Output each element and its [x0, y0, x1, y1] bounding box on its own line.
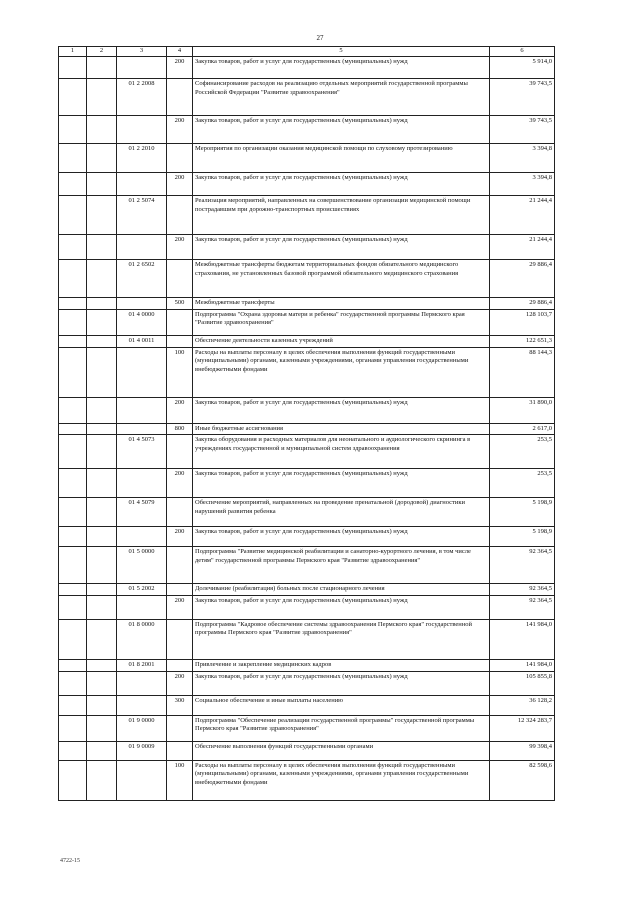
header-cell: 5: [193, 47, 490, 57]
section-code-cell: [59, 79, 87, 116]
section-code-cell: [59, 527, 87, 547]
amount-cell: 39 743,5: [490, 79, 555, 116]
target-article-cell: [117, 116, 167, 144]
expense-type-cell: 200: [167, 57, 193, 79]
table-row: [59, 659, 555, 671]
description-cell: Расходы на выплаты персоналу в целях обеспечения выполнения функций государственными (муниципальными) органами, казенными учреждениями, органами управления государственными внебюджетными фондами: [193, 347, 490, 397]
amount-cell: 31 890,0: [490, 397, 555, 423]
description-cell: Обеспечение мероприятий, направленных на проведение пренатальной (дородовой) диагностики нарушений развития ребенка: [193, 498, 490, 527]
page-number: 27: [316, 34, 324, 42]
amount-cell: 5 198,9: [490, 527, 555, 547]
amount-cell: 128 103,7: [490, 309, 555, 335]
target-article-cell: 01 9 0000: [117, 715, 167, 741]
description-cell: Подпрограмма "Обеспечение реализации государственной программы" государственной программы Пермского края "Развитие здравоохранения": [193, 715, 490, 741]
table-row: [59, 79, 555, 116]
target-article-cell: 01 4 5079: [117, 498, 167, 527]
expense-type-cell: [167, 335, 193, 347]
section-code-cell: [59, 671, 87, 695]
table-row: [59, 423, 555, 435]
target-article-cell: 01 4 0000: [117, 309, 167, 335]
section-code-cell: [59, 760, 87, 800]
subsection-code-cell: [87, 144, 117, 173]
header-cell: 6: [490, 47, 555, 57]
amount-cell: 29 886,4: [490, 298, 555, 310]
subsection-code-cell: [87, 469, 117, 498]
table-row: [59, 144, 555, 173]
amount-cell: 21 244,4: [490, 196, 555, 235]
section-code-cell: [59, 423, 87, 435]
expense-type-cell: 200: [167, 235, 193, 260]
table-row: [59, 260, 555, 298]
subsection-code-cell: [87, 741, 117, 760]
section-code-cell: [59, 715, 87, 741]
description-cell: Мероприятия по организации оказания медицинской помощи по слуховому протезированию: [193, 144, 490, 173]
target-article-cell: [117, 173, 167, 196]
description-cell: Долечивание (реабилитация) больных после стационарного лечения: [193, 584, 490, 596]
expense-type-cell: [167, 144, 193, 173]
section-code-cell: [59, 619, 87, 659]
description-cell: Иные бюджетные ассигнования: [193, 423, 490, 435]
target-article-cell: [117, 469, 167, 498]
amount-cell: 141 984,0: [490, 619, 555, 659]
expense-type-cell: 200: [167, 527, 193, 547]
expense-type-cell: 300: [167, 695, 193, 715]
amount-cell: 36 128,2: [490, 695, 555, 715]
description-cell: Закупка товаров, работ и услуг для государственных (муниципальных) нужд: [193, 397, 490, 423]
subsection-code-cell: [87, 760, 117, 800]
table-row: [59, 619, 555, 659]
expense-type-cell: 500: [167, 298, 193, 310]
expense-type-cell: 200: [167, 397, 193, 423]
target-article-cell: [117, 695, 167, 715]
section-code-cell: [59, 659, 87, 671]
target-article-cell: 01 8 0000: [117, 619, 167, 659]
expense-type-cell: [167, 196, 193, 235]
expense-type-cell: 100: [167, 760, 193, 800]
expense-type-cell: 800: [167, 423, 193, 435]
table-row: [59, 435, 555, 469]
description-cell: Закупка товаров, работ и услуг для государственных (муниципальных) нужд: [193, 595, 490, 619]
expense-type-cell: [167, 309, 193, 335]
description-cell: Закупка товаров, работ и услуг для государственных (муниципальных) нужд: [193, 469, 490, 498]
target-article-cell: [117, 347, 167, 397]
target-article-cell: [117, 57, 167, 79]
header-cell: 2: [87, 47, 117, 57]
section-code-cell: [59, 584, 87, 596]
expense-type-cell: [167, 741, 193, 760]
description-cell: Обеспечение выполнения функций государственными органами: [193, 741, 490, 760]
subsection-code-cell: [87, 423, 117, 435]
expense-type-cell: [167, 79, 193, 116]
subsection-code-cell: [87, 347, 117, 397]
table-row: [59, 527, 555, 547]
footer-code: 4722-15: [60, 858, 80, 864]
amount-cell: 3 394,8: [490, 173, 555, 196]
section-code-cell: [59, 397, 87, 423]
target-article-cell: 01 4 5073: [117, 435, 167, 469]
amount-cell: 39 743,5: [490, 116, 555, 144]
subsection-code-cell: [87, 235, 117, 260]
description-cell: Подпрограмма "Кадровое обеспечение системы здравоохранения Пермского края" государственной программы Пермского края "Развитие здравоохранения": [193, 619, 490, 659]
section-code-cell: [59, 595, 87, 619]
expense-type-cell: 200: [167, 116, 193, 144]
table-row: [59, 173, 555, 196]
target-article-cell: [117, 397, 167, 423]
table-row: [59, 397, 555, 423]
description-cell: Подпрограмма "Развитие медицинской реабилитации и санаторно-курортного лечения, в том числе детям" государственной программы Пермского края "Развитие здравоохранения": [193, 547, 490, 584]
section-code-cell: [59, 309, 87, 335]
amount-cell: 2 617,0: [490, 423, 555, 435]
section-code-cell: [59, 260, 87, 298]
description-cell: Обеспечение деятельности казенных учреждений: [193, 335, 490, 347]
target-article-cell: [117, 298, 167, 310]
expense-type-cell: [167, 584, 193, 596]
description-cell: Закупка товаров, работ и услуг для государственных (муниципальных) нужд: [193, 57, 490, 79]
budget-table: [58, 46, 555, 801]
description-cell: Расходы на выплаты персоналу в целях обеспечения выполнения функций государственными (муниципальными) органами, казенными учреждениями, органами управления государственными внебюджетными фондами: [193, 760, 490, 800]
target-article-cell: 01 2 2010: [117, 144, 167, 173]
target-article-cell: 01 4 0011: [117, 335, 167, 347]
table-row: [59, 235, 555, 260]
amount-cell: 5 914,0: [490, 57, 555, 79]
header-cell: 3: [117, 47, 167, 57]
amount-cell: 29 886,4: [490, 260, 555, 298]
table-row: [59, 309, 555, 335]
description-cell: Софинансирование расходов на реализацию отдельных мероприятий государственной программы Российской Федерации "Развитие здравоохранения": [193, 79, 490, 116]
description-cell: Закупка товаров, работ и услуг для государственных (муниципальных) нужд: [193, 235, 490, 260]
header-cell: 4: [167, 47, 193, 57]
expense-type-cell: [167, 659, 193, 671]
table-row: [59, 196, 555, 235]
expense-type-cell: 100: [167, 347, 193, 397]
subsection-code-cell: [87, 671, 117, 695]
table-row: [59, 595, 555, 619]
header-cell: 1: [59, 47, 87, 57]
target-article-cell: 01 2 6502: [117, 260, 167, 298]
section-code-cell: [59, 173, 87, 196]
section-code-cell: [59, 435, 87, 469]
table-row: [59, 347, 555, 397]
description-cell: Закупка товаров, работ и услуг для государственных (муниципальных) нужд: [193, 671, 490, 695]
section-code-cell: [59, 144, 87, 173]
section-code-cell: [59, 57, 87, 79]
description-cell: Привлечение и закрепление медицинских кадров: [193, 659, 490, 671]
table-row: [59, 298, 555, 310]
section-code-cell: [59, 298, 87, 310]
description-cell: Подпрограмма "Охрана здоровья матери и ребенка" государственной программы Пермского края "Развитие здравоохранения": [193, 309, 490, 335]
section-code-cell: [59, 741, 87, 760]
target-article-cell: 01 9 0009: [117, 741, 167, 760]
table-row: [59, 715, 555, 741]
table-row: [59, 760, 555, 800]
section-code-cell: [59, 469, 87, 498]
target-article-cell: [117, 423, 167, 435]
section-code-cell: [59, 235, 87, 260]
target-article-cell: 01 2 5074: [117, 196, 167, 235]
expense-type-cell: 200: [167, 469, 193, 498]
subsection-code-cell: [87, 619, 117, 659]
target-article-cell: [117, 760, 167, 800]
expense-type-cell: [167, 260, 193, 298]
expense-type-cell: [167, 715, 193, 741]
amount-cell: 82 598,6: [490, 760, 555, 800]
subsection-code-cell: [87, 498, 117, 527]
amount-cell: 99 398,4: [490, 741, 555, 760]
amount-cell: 5 198,9: [490, 498, 555, 527]
expense-type-cell: [167, 619, 193, 659]
description-cell: Социальное обеспечение и иные выплаты населению: [193, 695, 490, 715]
target-article-cell: [117, 595, 167, 619]
subsection-code-cell: [87, 595, 117, 619]
description-cell: Закупка товаров, работ и услуг для государственных (муниципальных) нужд: [193, 116, 490, 144]
target-article-cell: 01 8 2001: [117, 659, 167, 671]
amount-cell: 141 984,0: [490, 659, 555, 671]
subsection-code-cell: [87, 298, 117, 310]
section-code-cell: [59, 347, 87, 397]
table-row: [59, 335, 555, 347]
description-cell: Межбюджетные трансферты: [193, 298, 490, 310]
table-row: [59, 116, 555, 144]
target-article-cell: 01 5 0000: [117, 547, 167, 584]
amount-cell: 253,5: [490, 469, 555, 498]
amount-cell: 3 394,8: [490, 144, 555, 173]
expense-type-cell: [167, 435, 193, 469]
table-row: [59, 57, 555, 79]
target-article-cell: [117, 671, 167, 695]
subsection-code-cell: [87, 309, 117, 335]
section-code-cell: [59, 196, 87, 235]
subsection-code-cell: [87, 260, 117, 298]
expense-type-cell: 200: [167, 595, 193, 619]
section-code-cell: [59, 116, 87, 144]
subsection-code-cell: [87, 57, 117, 79]
description-cell: Закупка товаров, работ и услуг для государственных (муниципальных) нужд: [193, 173, 490, 196]
amount-cell: 92 364,5: [490, 547, 555, 584]
section-code-cell: [59, 547, 87, 584]
amount-cell: 88 144,3: [490, 347, 555, 397]
subsection-code-cell: [87, 79, 117, 116]
subsection-code-cell: [87, 547, 117, 584]
description-cell: Закупка оборудования и расходных материалов для неонатального и аудиологического скрининга в учреждениях государственной и муниципальной систем здравоохранения: [193, 435, 490, 469]
target-article-cell: 01 2 2008: [117, 79, 167, 116]
expense-type-cell: [167, 547, 193, 584]
amount-cell: 253,5: [490, 435, 555, 469]
subsection-code-cell: [87, 659, 117, 671]
expense-type-cell: 200: [167, 671, 193, 695]
subsection-code-cell: [87, 527, 117, 547]
table-row: [59, 695, 555, 715]
subsection-code-cell: [87, 695, 117, 715]
expense-type-cell: [167, 498, 193, 527]
target-article-cell: [117, 527, 167, 547]
target-article-cell: [117, 235, 167, 260]
table-row: [59, 671, 555, 695]
table-row: [59, 741, 555, 760]
table-row: [59, 498, 555, 527]
section-code-cell: [59, 335, 87, 347]
description-cell: Закупка товаров, работ и услуг для государственных (муниципальных) нужд: [193, 527, 490, 547]
subsection-code-cell: [87, 715, 117, 741]
amount-cell: 12 324 283,7: [490, 715, 555, 741]
subsection-code-cell: [87, 435, 117, 469]
subsection-code-cell: [87, 196, 117, 235]
amount-cell: 92 364,5: [490, 584, 555, 596]
amount-cell: 21 244,4: [490, 235, 555, 260]
table-header-row: [59, 47, 555, 57]
subsection-code-cell: [87, 397, 117, 423]
amount-cell: 105 855,8: [490, 671, 555, 695]
subsection-code-cell: [87, 173, 117, 196]
subsection-code-cell: [87, 584, 117, 596]
table-row: [59, 547, 555, 584]
description-cell: Реализация мероприятий, направленных на совершенствование организации медицинской помощи пострадавшим при дорожно-транспортных происшествиях: [193, 196, 490, 235]
description-cell: Межбюджетные трансферты бюджетам территориальных фондов обязательного медицинского страхования, не установленных базовой программой обязательного медицинского страхования: [193, 260, 490, 298]
subsection-code-cell: [87, 335, 117, 347]
table-row: [59, 469, 555, 498]
table-row: [59, 584, 555, 596]
expense-type-cell: 200: [167, 173, 193, 196]
target-article-cell: 01 5 2002: [117, 584, 167, 596]
amount-cell: 122 651,3: [490, 335, 555, 347]
subsection-code-cell: [87, 116, 117, 144]
section-code-cell: [59, 498, 87, 527]
section-code-cell: [59, 695, 87, 715]
amount-cell: 92 364,5: [490, 595, 555, 619]
